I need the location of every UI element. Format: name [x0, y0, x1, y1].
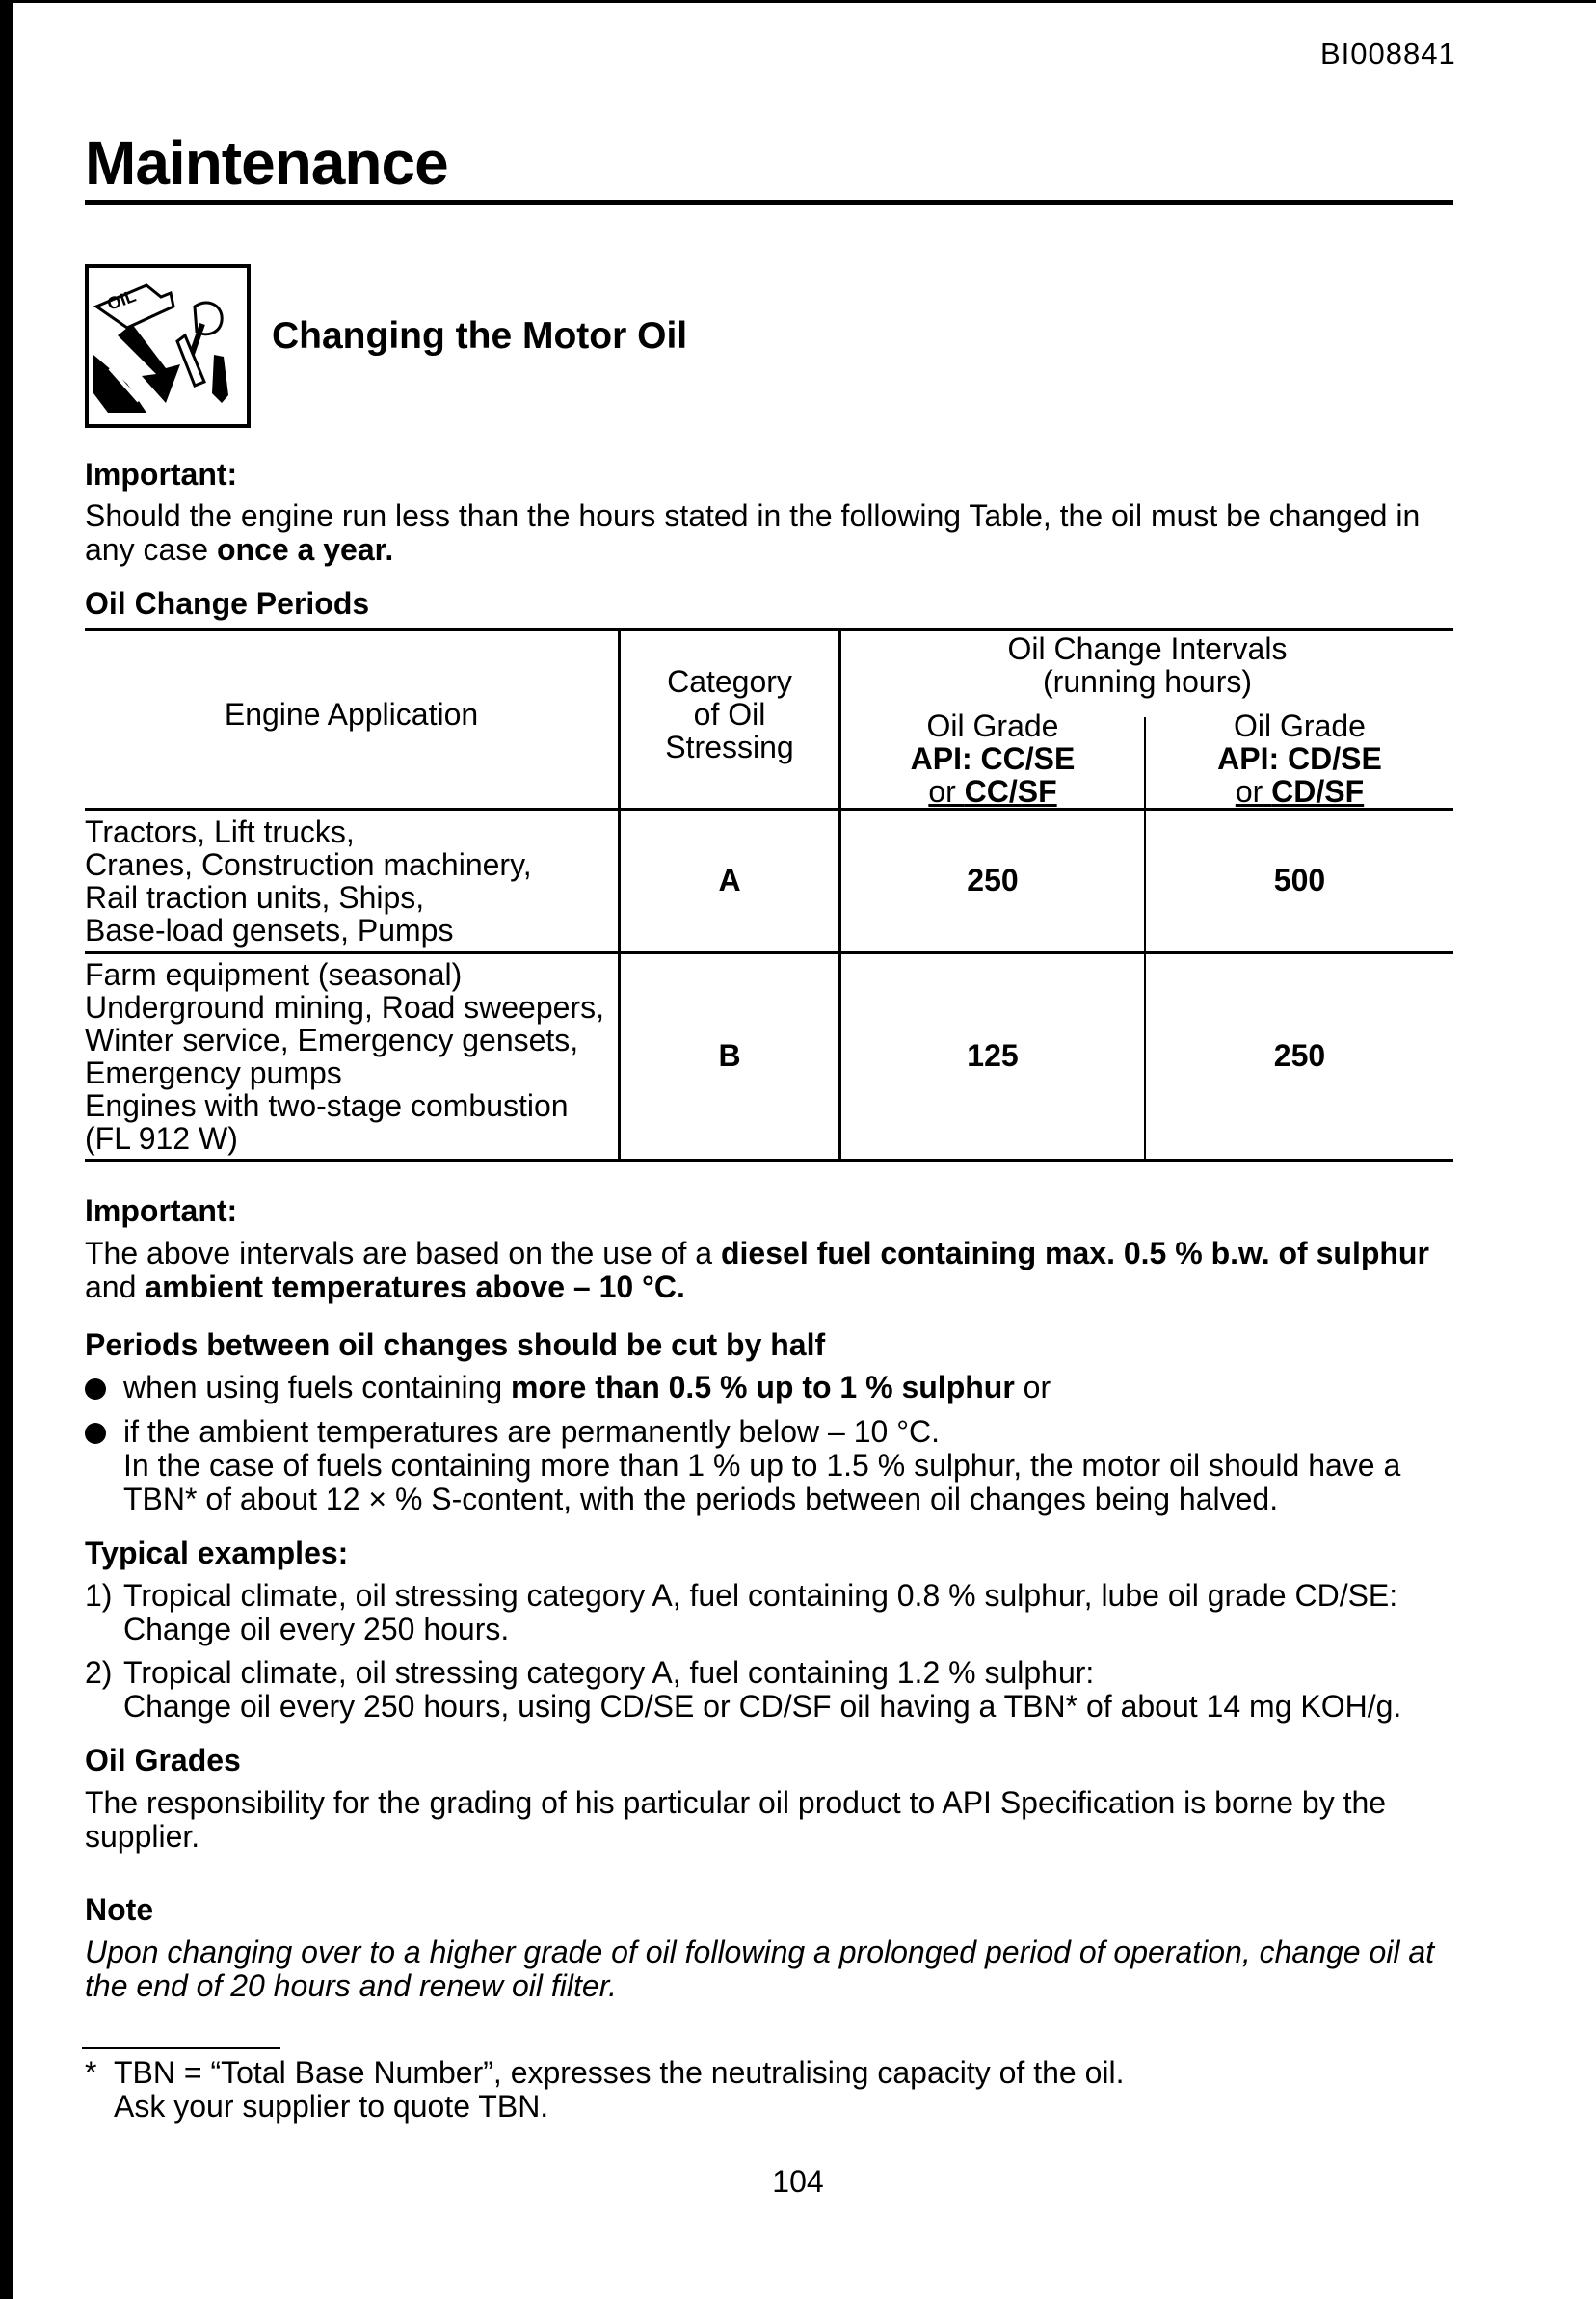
important-text-2-a: The above intervals are based on the use of a — [85, 1236, 721, 1270]
oil-label-text: OIL — [104, 285, 139, 314]
row-a-application-line: Rail traction units, Ships, — [85, 880, 425, 915]
oil-change-table — [85, 628, 1453, 1162]
document-id: BI008841 — [1320, 37, 1456, 70]
grade-2-label: Oil Grade — [1234, 708, 1366, 743]
grade-1-alt — [841, 775, 1144, 808]
page-number: 104 — [772, 2164, 824, 2199]
bullet-2-line: TBN* of about 12 × % S-content, with the periods between oil changes being halved. — [123, 1482, 1279, 1516]
footnote-line: Ask your supplier to quote TBN. — [114, 2089, 549, 2124]
title-rule — [85, 200, 1453, 205]
bullet-1-text-end: or — [1014, 1370, 1051, 1404]
footnote-rule — [82, 2047, 280, 2049]
row-b-application-line: (FL 912 W) — [85, 1121, 238, 1156]
important-heading-1: Important: — [85, 457, 238, 492]
grade-2-alt — [1146, 775, 1453, 808]
important-text-2-b: and — [85, 1270, 146, 1304]
row-a-application-line: Cranes, Construction machinery, — [85, 847, 532, 882]
example-1-number: 1) — [85, 1578, 113, 1613]
footnote-star: * — [85, 2055, 97, 2090]
example-2 — [85, 1656, 1463, 1724]
header-intervals-line: (running hours) — [1043, 664, 1252, 699]
grade-2-api: API: CD/SE — [1217, 741, 1382, 776]
note-text: Upon changing over to a higher grade of oil following a prolonged period of operation, change oil at the end of 20 hours and renew oil filter. — [85, 1935, 1435, 2003]
grade-1-or: or — [928, 774, 965, 809]
grade-2-or: or — [1235, 774, 1272, 809]
header-category-line: Stressing — [665, 730, 794, 764]
oil-grades-heading: Oil Grades — [85, 1743, 241, 1778]
important-text-2 — [85, 1237, 1463, 1304]
periods-bullet-2 — [85, 1415, 1463, 1516]
important-text-1 — [85, 499, 1463, 567]
periods-list — [85, 1371, 1463, 1516]
header-category-line: Category — [667, 664, 792, 699]
header-grade-1 — [841, 709, 1144, 808]
bullet-1-bold: more than 0.5 % up to 1 % sulphur — [511, 1370, 1015, 1404]
row-a-application-line: Tractors, Lift trucks, — [85, 815, 355, 849]
page-title: Maintenance — [85, 128, 448, 198]
row-b-application-line: Winter service, Emergency gensets, — [85, 1023, 579, 1057]
table-title: Oil Change Periods — [85, 586, 370, 621]
important-heading-2: Important: — [85, 1193, 238, 1228]
row-b-grade-1: 125 — [967, 1038, 1019, 1073]
scan-edge-left — [0, 0, 13, 2299]
important-text-1-a: Should the engine run less than the hours stated in the following Table, the oil must be changed in any case — [85, 498, 1421, 567]
table-rule-row — [85, 951, 1453, 954]
grade-2-alt-value: CD/SF — [1271, 774, 1365, 809]
oil-grades-text: The responsibility for the grading of his particular oil product to API Specification is borne by the supplier. — [85, 1785, 1387, 1854]
table-rule-bottom — [85, 1159, 1453, 1162]
row-a-grade-1: 250 — [967, 863, 1019, 897]
header-intervals — [841, 632, 1453, 698]
row-b-application-line: Farm equipment (seasonal) — [85, 957, 463, 992]
examples-heading: Typical examples: — [85, 1536, 349, 1570]
scan-edge-top — [0, 0, 1596, 3]
important-text-1-bold: once a year. — [216, 532, 394, 567]
bullet-icon — [85, 1378, 106, 1400]
bullet-2-line: if the ambient temperatures are permanently below – 10 °C. — [123, 1414, 941, 1449]
important-text-2-bold-a: diesel fuel containing max. 0.5 % b.w. of sulphur — [720, 1236, 1429, 1270]
header-category — [621, 665, 838, 763]
bullet-icon — [85, 1423, 106, 1444]
grade-1-api: API: CC/SE — [910, 741, 1076, 776]
example-2-number: 2) — [85, 1655, 113, 1690]
row-b-application-line: Engines with two-stage combustion — [85, 1088, 569, 1123]
important-text-2-bold-b: ambient temperatures above – 10 °C. — [145, 1270, 685, 1304]
section-title: Changing the Motor Oil — [272, 315, 688, 357]
oil-can-icon — [85, 264, 251, 428]
footnote — [85, 2056, 1463, 2124]
row-b-application-line: Emergency pumps — [85, 1056, 342, 1090]
example-2-line: Change oil every 250 hours, using CD/SE or CD/SF oil having a TBN* of about 14 mg KOH/g. — [123, 1689, 1402, 1724]
grade-1-alt-value: CC/SF — [964, 774, 1057, 809]
row-a-application-line: Base-load gensets, Pumps — [85, 913, 454, 948]
row-a-grade-2: 500 — [1273, 863, 1326, 897]
header-engine-application: Engine Application — [224, 697, 479, 732]
row-a-application — [85, 815, 618, 947]
example-2-line: Tropical climate, oil stressing category A, fuel containing 1.2 % sulphur: — [123, 1655, 1095, 1690]
header-grade-2 — [1146, 709, 1453, 808]
note-heading: Note — [85, 1892, 154, 1927]
header-category-line: of Oil — [693, 697, 766, 732]
row-b-grade-2: 250 — [1273, 1038, 1326, 1073]
periods-heading: Periods between oil changes should be cut by half — [85, 1327, 826, 1362]
example-1-line: Tropical climate, oil stressing category A, fuel containing 0.8 % sulphur, lube oil grade CD/SE: — [123, 1578, 1398, 1613]
footnote-line: TBN = “Total Base Number”, expresses the neutralising capacity of the oil. — [114, 2055, 1125, 2090]
bullet-2-line: In the case of fuels containing more than 1 % up to 1.5 % sulphur, the motor oil should have a — [123, 1448, 1401, 1483]
periods-bullet-1 — [85, 1371, 1463, 1404]
example-1 — [85, 1579, 1463, 1646]
bullet-1-text: when using fuels containing — [123, 1370, 512, 1404]
header-intervals-line: Oil Change Intervals — [1007, 631, 1288, 666]
example-1-line: Change oil every 250 hours. — [123, 1612, 510, 1646]
row-b-application-line: Underground mining, Road sweepers, — [85, 990, 604, 1025]
grade-1-label: Oil Grade — [926, 708, 1059, 743]
row-b-category: B — [718, 1038, 741, 1073]
row-a-category: A — [718, 863, 741, 897]
row-b-application — [85, 958, 625, 1155]
